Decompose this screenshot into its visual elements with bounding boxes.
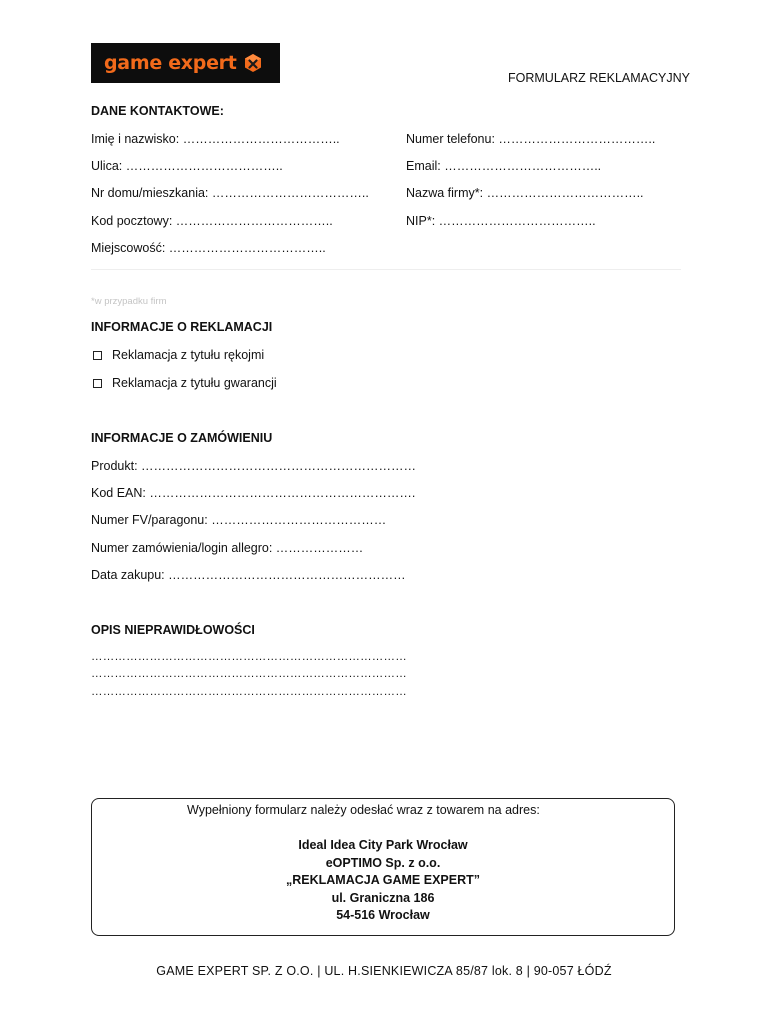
contact-heading: DANE KONTAKTOWE: — [91, 104, 224, 118]
field-email: Email: ……………………………….. — [406, 159, 602, 173]
field-nip: NIP*: ……………………………….. — [406, 214, 596, 228]
section-divider — [91, 269, 681, 270]
x-cube-icon — [243, 53, 263, 73]
brand-logo — [91, 43, 280, 83]
order-heading: INFORMACJE O ZAMÓWIENIU — [91, 431, 273, 445]
address-line: „REKLAMACJA GAME EXPERT” — [286, 873, 480, 888]
field-street: Ulica: ……………………………….. — [91, 159, 283, 173]
option-label: Reklamacja z tytułu gwarancji — [112, 376, 277, 390]
field-purchase-date: Data zakupu: ………………………………………………… — [91, 568, 406, 582]
field-order-number: Numer zamówienia/login allegro: ………………… — [91, 541, 364, 555]
description-line: ……………………………………………………………………… — [91, 686, 407, 698]
option-label: Reklamacja z tytułu rękojmi — [112, 348, 265, 362]
field-company-name: Nazwa firmy*: ……………………………….. — [406, 186, 644, 200]
field-full-name: Imię i nazwisko: ……………………………….. — [91, 132, 340, 146]
option-warranty-guarantee[interactable] — [93, 376, 277, 390]
field-house-number: Nr domu/mieszkania: ……………………………….. — [91, 186, 369, 200]
field-phone: Numer telefonu: ……………………………….. — [406, 132, 656, 146]
address-line: eOPTIMO Sp. z o.o. — [325, 855, 441, 870]
address-line: 54-516 Wrocław — [336, 908, 430, 923]
address-line: ul. Graniczna 186 — [331, 890, 435, 905]
field-postal-code: Kod pocztowy: ……………………………….. — [91, 214, 333, 228]
brand-name: game expert — [104, 52, 237, 74]
shipping-address — [92, 837, 674, 925]
complaint-heading: INFORMACJE O REKLAMACJI — [91, 320, 273, 334]
description-heading: OPIS NIEPRAWIDŁOWOŚCI — [91, 623, 255, 637]
address-line: Ideal Idea City Park Wrocław — [298, 838, 468, 852]
checkbox-icon[interactable] — [93, 351, 102, 360]
description-line: ……………………………………………………………………… — [91, 651, 407, 663]
field-invoice-number: Numer FV/paragonu: …………………………………… — [91, 513, 387, 527]
field-city: Miejscowość: ……………………………….. — [91, 241, 326, 255]
option-warranty-statutory[interactable] — [93, 348, 264, 362]
company-footer: GAME EXPERT SP. Z O.O. | UL. H.SIENKIEWICZA 85/87 lok. 8 | 90-057 ŁÓDŹ — [156, 964, 612, 978]
field-product: Produkt: ………………………………………………………… — [91, 459, 417, 473]
description-line: ……………………………………………………………………… — [91, 668, 407, 680]
checkbox-icon[interactable] — [93, 379, 102, 388]
shipping-intro: Wypełniony formularz należy odesłać wraz z towarem na adres: — [187, 803, 540, 817]
field-ean: Kod EAN: ………………………………………………………. — [91, 486, 416, 500]
shipping-box — [91, 798, 675, 936]
company-note: *w przypadku firm — [91, 296, 167, 307]
form-title: FORMULARZ REKLAMACYJNY — [508, 71, 690, 85]
